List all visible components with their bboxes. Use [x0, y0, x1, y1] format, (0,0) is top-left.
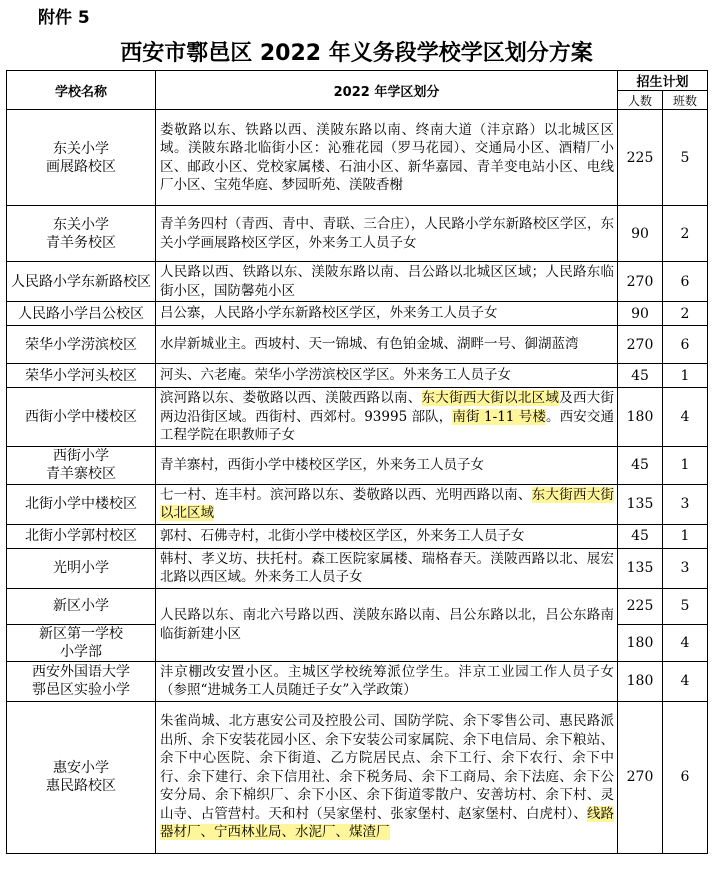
school-name-cell: [7, 701, 156, 853]
people-count-cell: 135: [618, 484, 663, 524]
table-row: [7, 446, 708, 484]
school-name-cell: [7, 484, 156, 524]
district-cell: [156, 206, 618, 262]
district-text: 滨河路以东、娄敬路以西、渼陂西路以南、: [160, 390, 422, 406]
people-count-cell: 270: [618, 262, 663, 302]
header-classes: 班数: [663, 91, 708, 110]
district-text: 河头、六老庵。荣华小学涝滨校区学区。外来务工人员子女: [160, 367, 511, 384]
school-name-cell: [7, 388, 156, 447]
table-row: [7, 262, 708, 302]
class-count-cell: 6: [663, 701, 708, 853]
table-row: [7, 110, 708, 206]
school-name-cell: [7, 624, 156, 661]
district-text: 。西安交通工程学院在职教师子女: [160, 408, 614, 443]
school-name: 北街小学郭村校区: [25, 528, 137, 544]
class-count-cell: 4: [663, 661, 708, 701]
school-name: 惠民路校区: [46, 778, 116, 794]
school-name-cell: [7, 524, 156, 548]
table-row: [7, 484, 708, 524]
school-name-cell: [7, 588, 156, 624]
school-name-cell: [7, 446, 156, 484]
school-name-cell: [7, 326, 156, 364]
class-count-cell: 1: [663, 524, 708, 548]
people-count-cell: 180: [618, 388, 663, 447]
district-text: 朱雀尚城、北方惠安公司及控股公司、国防学院、余下零售公司、惠民路派出所、余下安装花园小区、余下安装公司家属院、余下电信局、余下粮站、余下中心医院、余下街道、乙方院居民点、余下工行、余下农行、余下中行、余下建行、余下信用社、余下税务局、余下工商局、余下法庭、余下公安分局、余下棉织厂、余下小区、余下街道零散户、安善坊村、余下村、灵山寺、占管营村。天和村（吴家堡村、张家堡村、赵家堡村、白虎村）、: [160, 713, 614, 822]
school-name-cell: [7, 262, 156, 302]
people-count-cell: 180: [618, 661, 663, 701]
district-text: 人民路以西、铁路以东、渼陂东路以南、吕公路以北城区区域；人民路东临街小区，国防馨苑小区: [160, 264, 614, 299]
highlighted-text: 东大街西大街以北区域: [160, 486, 614, 521]
class-count-cell: 4: [663, 624, 708, 661]
district-text: 韩村、孝义坊、扶托村。森工医院家属楼、瑞格春天。渼陂西路以北、展宏北路以西区域。外来务工人员子女: [160, 550, 614, 585]
school-name: 荣华小学河头校区: [25, 367, 137, 384]
header-enrollment-plan: 招生计划: [618, 71, 708, 91]
school-name: 西街小学: [53, 448, 109, 464]
school-name: 东关小学: [53, 216, 109, 233]
district-text: 娄敬路以东、铁路以西、渼陂东路以南、终南大道（沣京路）以北城区区域。渼陂东路北临街小区：沁雅花园（罗马花园）、交通局小区、酒精厂小区、邮政小区、党校家属楼、石油小区、新华嘉园、青羊变电站小区、电线厂小区、宝苑华庭、梦园昕苑、渼陂香榭: [160, 121, 614, 193]
school-name-cell: [7, 548, 156, 588]
district-cell: [156, 364, 618, 388]
table-row: [7, 588, 708, 624]
district-cell: [156, 548, 618, 588]
highlighted-text: 线路器材厂、宁西林业局、水泥厂、煤渣厂: [160, 805, 615, 841]
school-name: 北街小学中楼校区: [25, 496, 137, 512]
district-cell: [156, 262, 618, 302]
school-name-cell: [7, 110, 156, 206]
district-cell: [156, 524, 618, 548]
district-text: 及西大街两边沿街区域。西街村、西郊村。93995 部队，: [160, 390, 614, 425]
people-count-cell: 180: [618, 624, 663, 661]
people-count-cell: 45: [618, 524, 663, 548]
people-count-cell: 225: [618, 588, 663, 624]
table-row: [7, 388, 708, 447]
people-count-cell: 225: [618, 110, 663, 206]
district-text: 人民路以东、南北六号路以西、渼陂东路以南、吕公东路以北，吕公东路南临街新建小区: [160, 607, 614, 642]
school-name: 人民路小学吕公校区: [18, 305, 144, 322]
people-count-cell: 135: [618, 548, 663, 588]
highlighted-text: 东大街西大街以北区域: [421, 390, 560, 406]
table-row: [7, 364, 708, 388]
school-name-cell: [7, 302, 156, 326]
class-count-cell: 3: [663, 484, 708, 524]
district-cell: [156, 388, 618, 447]
district-text: 沣京棚改安置小区。主城区学校统筹派位学生。沣京工业园工作人员子女（参照“进城务工人员随迁子女”入学政策）: [160, 663, 614, 698]
district-cell: [156, 484, 618, 524]
class-count-cell: 5: [663, 588, 708, 624]
district-text: 青羊寨村，西街小学中楼校区学区，外来务工人员子女: [160, 456, 484, 473]
school-district-table: [6, 70, 708, 854]
header-people: 人数: [618, 91, 663, 110]
district-text: 七一村、连丰村。滨河路以东、娄敬路以西、光明西路以南、: [160, 486, 532, 503]
district-text: 青羊务四村（青西、青中、青联、三合庄），人民路小学东新路校区学区，东关小学画展路校区学区，外来务工人员子女: [160, 216, 614, 251]
header-district: 2022 年学区划分: [156, 71, 618, 110]
table-row: [7, 326, 708, 364]
table-row: [7, 206, 708, 262]
school-name: 新区第一学校: [39, 625, 123, 642]
attachment-label: 附件 5: [38, 8, 90, 28]
school-name: 人民路小学东新路校区: [11, 273, 151, 290]
school-name: 青羊务校区: [46, 234, 116, 251]
district-text: 郭村、石佛寺村，北街小学中楼校区学区，外来务工人员子女: [160, 527, 525, 544]
class-count-cell: 3: [663, 548, 708, 588]
highlighted-text: 南街 1-11 号楼: [452, 408, 547, 425]
school-name: 小学部: [60, 643, 102, 660]
district-text: 水岸新城业主。西坡村、天一锦城、有色铂金城、湖畔一号、御湖蓝湾: [160, 336, 579, 353]
school-name: 新区小学: [53, 598, 109, 614]
district-cell: [156, 701, 618, 853]
table-row: [7, 701, 708, 853]
class-count-cell: 2: [663, 302, 708, 326]
header-school-name: 学校名称: [7, 71, 156, 110]
class-count-cell: 1: [663, 364, 708, 388]
school-name-cell: [7, 364, 156, 388]
table-row: [7, 548, 708, 588]
people-count-cell: 90: [618, 302, 663, 326]
school-name: 青羊寨校区: [46, 466, 116, 482]
table-row: [7, 661, 708, 701]
people-count-cell: 45: [618, 364, 663, 388]
district-cell: [156, 588, 618, 661]
district-cell: [156, 326, 618, 364]
school-name: 惠安小学: [53, 760, 109, 776]
district-cell: [156, 661, 618, 701]
district-cell: [156, 110, 618, 206]
school-name: 西安外国语大学: [32, 664, 130, 680]
document-title: 西安市鄠邑区 2022 年义务段学校学区划分方案: [120, 41, 593, 66]
people-count-cell: 270: [618, 701, 663, 853]
people-count-cell: 90: [618, 206, 663, 262]
class-count-cell: 2: [663, 206, 708, 262]
school-name: 东关小学: [53, 140, 109, 157]
table-row: [7, 302, 708, 326]
district-cell: [156, 446, 618, 484]
school-name: 光明小学: [53, 560, 109, 576]
class-count-cell: 6: [663, 326, 708, 364]
people-count-cell: 270: [618, 326, 663, 364]
school-name: 荣华小学涝滨校区: [25, 336, 137, 353]
school-name: 画展路校区: [46, 158, 116, 175]
school-name: 鄠邑区实验小学: [32, 682, 130, 698]
class-count-cell: 5: [663, 110, 708, 206]
class-count-cell: 4: [663, 388, 708, 447]
class-count-cell: 1: [663, 446, 708, 484]
district-cell: [156, 302, 618, 326]
table-row: [7, 524, 708, 548]
school-name-cell: [7, 206, 156, 262]
class-count-cell: 6: [663, 262, 708, 302]
people-count-cell: 45: [618, 446, 663, 484]
school-name: 西街小学中楼校区: [25, 408, 137, 425]
district-text: 吕公寨，人民路小学东新路校区学区，外来务工人员子女: [160, 305, 498, 322]
school-name-cell: [7, 661, 156, 701]
